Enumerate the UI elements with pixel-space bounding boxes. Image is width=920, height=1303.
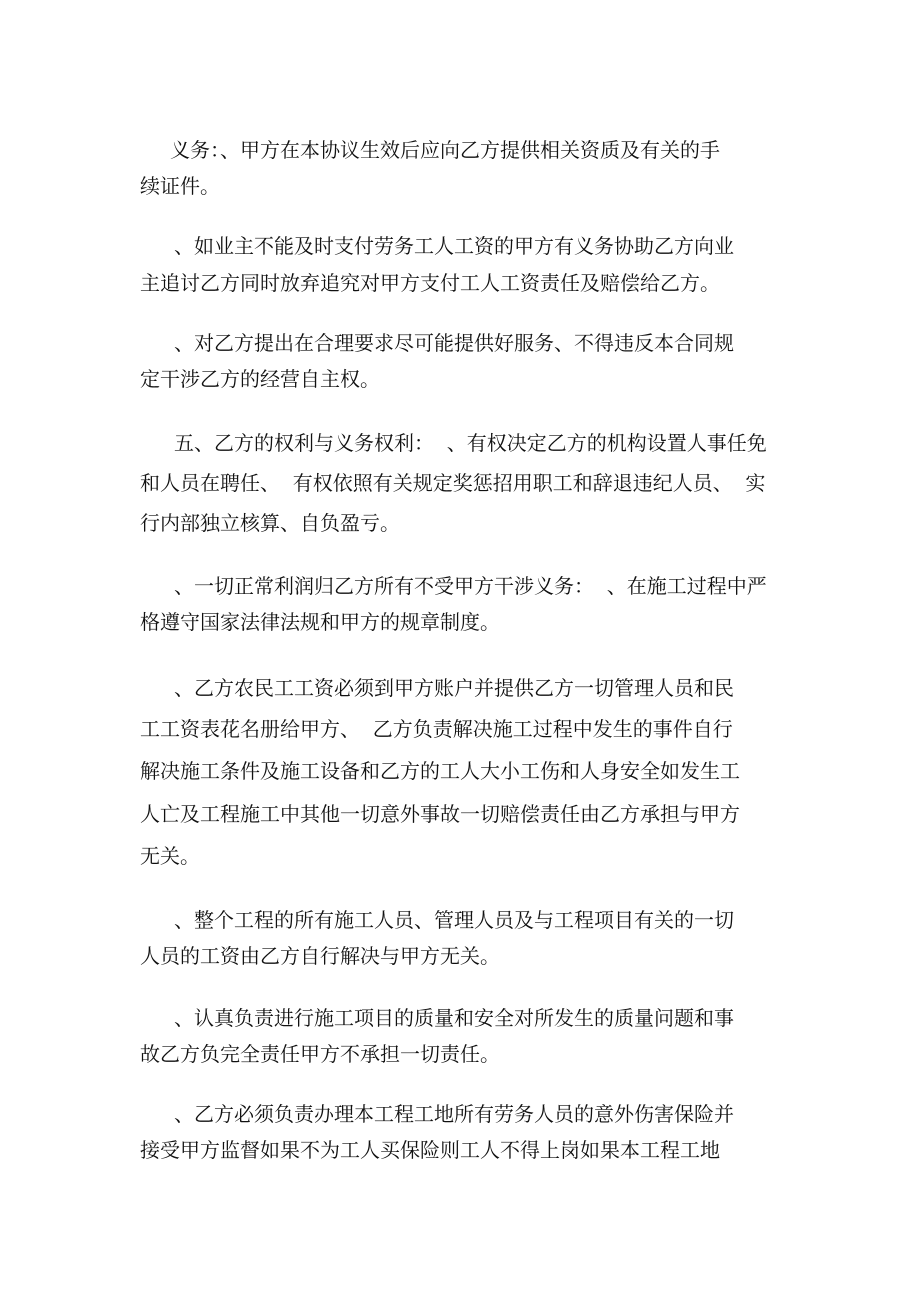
paragraph-line: 和人员在聘任、 有权依照有关规定奖惩招用职工和辞退违纪人员、 实 [140,471,766,495]
paragraph-line: 人员的工资由乙方自行解决与甲方无关。 [140,944,500,968]
paragraph-line: 主追讨乙方同时放弃追究对甲方支付工人工资责任及赔偿给乙方。 [140,271,720,295]
paragraph-line: 定干涉乙方的经营自主权。 [140,367,380,391]
paragraph-line: 、一切正常利润归乙方所有不受甲方干涉义务： 、在施工过程中严 [174,574,767,598]
paragraph-line: 解决施工条件及施工设备和乙方的工人大小工伤和人身安全如发生工 [140,759,740,783]
paragraph-line: 故乙方负完全责任甲方不承担一切责任。 [140,1042,500,1066]
paragraph-line: 接受甲方监督如果不为工人买保险则工人不得上岗如果本工程工地 [140,1138,720,1162]
paragraph-line: 无关。 [140,844,200,868]
paragraph-line: 工工资表花名册给甲方、 乙方负责解决施工过程中发生的事件自行 [140,717,733,741]
paragraph-line: 五、乙方的权利与义务权利： 、有权决定乙方的机构设置人事任免 [174,431,767,455]
paragraph-line: 、乙方农民工工资必须到甲方账户并提供乙方一切管理人员和民 [174,676,734,700]
paragraph-line: 义务：、甲方在本协议生效后应向乙方提供相关资质及有关的手 [170,138,720,162]
paragraph-line: 格遵守国家法律法规和甲方的规章制度。 [140,610,500,634]
paragraph-line: 、整个工程的所有施工人员、管理人员及与工程项目有关的一切 [174,908,734,932]
paragraph-line: 、乙方必须负责办理本工程工地所有劳务人员的意外伤害保险并 [174,1102,734,1126]
paragraph-line: 、认真负责进行施工项目的质量和安全对所发生的质量问题和事 [174,1006,734,1030]
paragraph-line: 行内部独立核算、自负盈亏。 [140,511,400,535]
paragraph-line: 、对乙方提出在合理要求尽可能提供好服务、不得违反本合同规 [174,331,734,355]
paragraph-line: 续证件。 [140,174,220,198]
paragraph-line: 人亡及工程施工中其他一切意外事故一切赔偿责任由乙方承担与甲方 [140,802,740,826]
paragraph-line: 、如业主不能及时支付劳务工人工资的甲方有义务协助乙方向业 [174,234,734,258]
